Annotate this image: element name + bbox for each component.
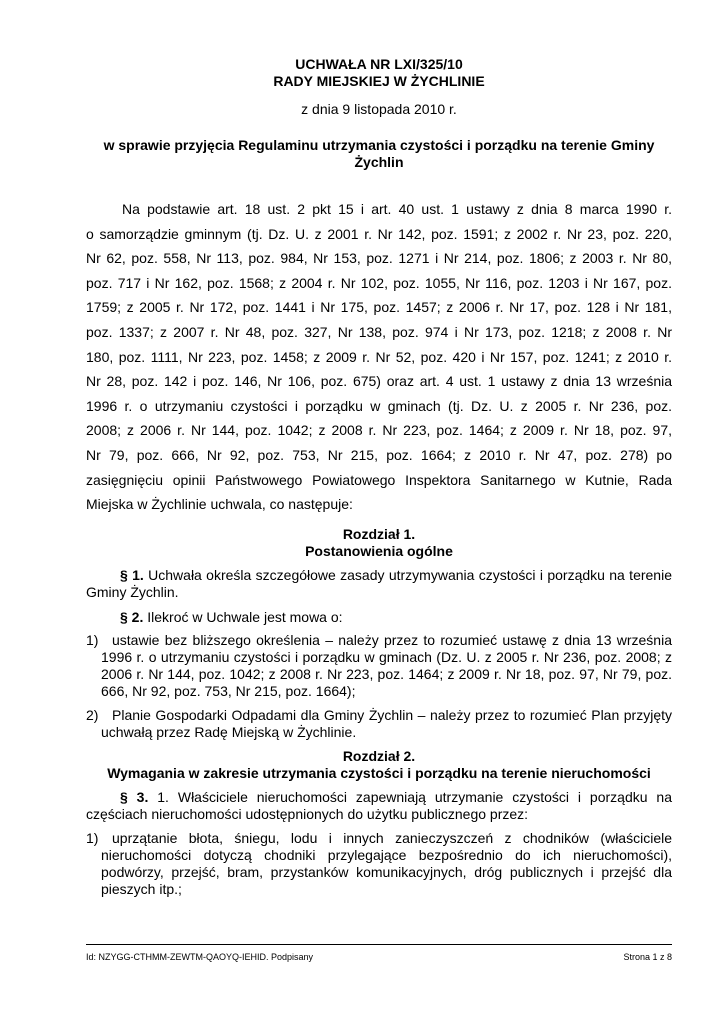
item-number: 2): [86, 707, 99, 723]
resolution-date: z dnia 9 listopada 2010 r.: [301, 101, 457, 117]
resolution-number: UCHWAŁA NR LXI/325/10: [295, 56, 463, 72]
item-number: 1): [86, 830, 99, 846]
preamble-line: poz. 717 i Nr 162, poz. 1568; z 2004 r. Nr 102, poz. 1055, Nr 116, poz. 1203 i Nr 167, poz.: [86, 274, 672, 291]
item-text: Planie Gospodarki Odpadami dla Gminy Żychlin – należy przez to rozumieć Plan przyjęty uchwałą przez Radę Miejską w Żychlinie.: [101, 707, 672, 740]
preamble-line: 180, poz. 1111, Nr 223, poz. 1458; z 2009 r. Nr 52, poz. 420 i Nr 157, poz. 1241; z 2010 r.: [86, 348, 672, 365]
subject-line-1: w sprawie przyjęcia Regulaminu utrzymania czystości i porządku na terenie Gminy: [103, 137, 655, 153]
footer-divider: [86, 944, 672, 945]
preamble-line: Na podstawie art. 18 ust. 2 pkt 15 i art. 40 ust. 1 ustawy z dnia 8 marca 1990 r.: [122, 201, 672, 217]
preamble-line: 1996 r. o utrzymaniu czystości i porządku w gminach (tj. Dz. U. z 2005 r. Nr 236, poz.: [86, 397, 672, 414]
resolution-title: [86, 56, 672, 90]
paragraph-2-item-2: [86, 707, 672, 741]
footer-document-id: Id: NZYGG-CTHMM-ZEWTM-QAOYQ-IEHID. Podpisany: [86, 952, 314, 962]
chapter-1-label: Rozdział 1.: [342, 526, 416, 542]
paragraph-3: [86, 789, 672, 823]
item-text: ustawie bez bliższego określenia – należy przez to rozumieć ustawę z dnia 13 września 1996 r. o utrzymaniu czystości i porządku w gminach (Dz. U. z 2005 r. Nr 236, poz. 2008; z 2006 r. Nr 144, poz. 1042; z 2008 r. Nr 223, poz. 1464; z 2009 r. Nr 18, poz. 97, Nr 79, poz. 666, Nr 92, poz. 753, Nr 215, poz. 1664);: [101, 632, 672, 699]
preamble-line: Nr 79, poz. 666, Nr 92, poz. 753, Nr 215, poz. 1664; z 2010 r. Nr 47, poz. 278) po: [86, 446, 672, 463]
preamble-line: Miejska w Żychlinie uchwala, co następuje:: [86, 496, 353, 513]
chapter-2-label: Rozdział 2.: [342, 748, 416, 764]
item-number: 1): [86, 632, 99, 648]
paragraph-1-text: Uchwała określa szczegółowe zasady utrzymywania czystości i porządku na terenie Gminy Żychlin.: [86, 567, 672, 600]
paragraph-3-mark: § 3.: [120, 789, 149, 805]
resolution-subject: [86, 137, 672, 171]
preamble: [86, 197, 672, 517]
preamble-line: 2008; z 2006 r. Nr 144, poz. 1042; z 2008 r. Nr 223, poz. 1464; z 2009 r. Nr 18, poz. 97,: [86, 422, 672, 439]
paragraph-1: [86, 567, 672, 601]
paragraph-2-mark: § 2.: [120, 609, 144, 625]
chapter-1-title: Postanowienia ogólne: [305, 543, 453, 559]
preamble-line: Nr 28, poz. 142 i poz. 146, Nr 106, poz. 675) oraz art. 4 ust. 1 ustawy z dnia 13 września: [86, 373, 672, 390]
chapter-2-title: Wymagania w zakresie utrzymania czystości i porządku na terenie nieruchomości: [107, 765, 651, 781]
preamble-line: 1759; z 2005 r. Nr 172, poz. 1441 i Nr 175, poz. 1457; z 2006 r. Nr 17, poz. 128 i Nr 181,: [86, 299, 672, 316]
chapter-1-heading: [86, 526, 672, 560]
footer-page-number: Strona 1 z 8: [623, 952, 672, 962]
preamble-line: poz. 1337; z 2007 r. Nr 48, poz. 327, Nr 138, poz. 974 i Nr 173, poz. 1218; z 2008 r. Nr: [86, 323, 672, 340]
item-text: uprzątanie błota, śniegu, lodu i innych zanieczyszczeń z chodników (właściciele nieruchomości dotyczą chodniki przylegające bezpośrednio do ich nieruchomości), podwórzy, przejść, bram, przystanków komunikacyjnych, dróg publicznych i przejść dla pieszych itp.;: [101, 830, 672, 897]
paragraph-2: [86, 609, 672, 626]
paragraph-2-item-1: [86, 632, 672, 700]
paragraph-3-item-1: [86, 830, 672, 898]
council-name: RADY MIEJSKIEJ W ŻYCHLINIE: [273, 73, 485, 89]
paragraph-2-text: Ilekroć w Uchwale jest mowa o:: [143, 609, 343, 625]
preamble-line: Nr 62, poz. 558, Nr 113, poz. 984, Nr 153, poz. 1271 i Nr 214, poz. 1806; z 2003 r. Nr 80,: [86, 250, 672, 267]
paragraph-3-text: 1. Właściciele nieruchomości zapewniają utrzymanie czystości i porządku na częściach nieruchomości udostępnionych do użytku publicznego przez:: [86, 789, 672, 822]
preamble-line: o samorządzie gminnym (tj. Dz. U. z 2001 r. Nr 142, poz. 1591; z 2002 r. Nr 23, poz. 220,: [86, 225, 672, 242]
chapter-2-heading: [86, 748, 672, 782]
paragraph-1-mark: § 1.: [120, 567, 144, 583]
preamble-line: zasięgnięciu opinii Państwowego Powiatowego Inspektora Sanitarnego w Kutnie, Rada: [86, 471, 672, 488]
subject-line-2: Żychlin: [354, 154, 404, 170]
